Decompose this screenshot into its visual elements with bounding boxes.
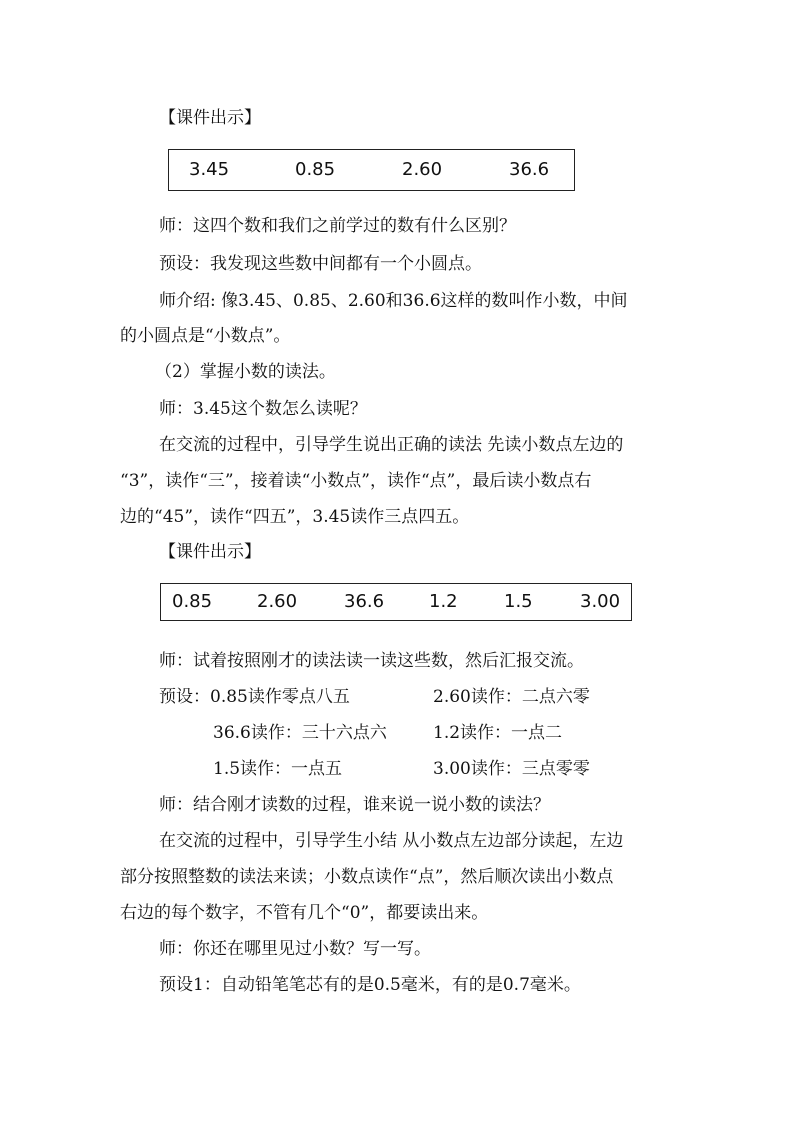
teacher-question: 师：你还在哪里见过小数？写一写。: [159, 939, 431, 959]
guide-line-2: “3”，读作“三”，接着读“小数点”，读作“点”，最后读小数点右: [120, 471, 592, 491]
preset-reading: 2.60读作：二点六零: [433, 687, 590, 707]
preset-reading: 1.2读作：一点二: [433, 723, 563, 743]
guide-line-3: 边的“45”，读作“四五”，3.45读作三点四五。: [120, 507, 470, 527]
teacher-question: 师：结合刚才读数的过程，谁来说一说小数的读法？: [159, 795, 550, 815]
decimal-number: 1.2: [429, 591, 458, 612]
decimal-number: 2.60: [257, 591, 298, 612]
number-box-1: [168, 149, 575, 191]
summary-line-1: 在交流的过程中，引导学生小结 从小数点左边部分读起，左边: [159, 831, 624, 851]
teacher-intro-line-1: 师介绍: 像3.45、0.85、2.60和36.6这样的数叫作小数，中间: [159, 291, 628, 311]
decimal-number: 1.5: [504, 591, 533, 612]
decimal-number: 3.00: [580, 591, 621, 612]
summary-line-2: 部分按照整数的读法来读；小数点读作“点”，然后顺次读出小数点: [120, 867, 614, 887]
preset-reading: 1.5读作：一点五: [213, 759, 343, 779]
decimal-number: 36.6: [509, 159, 550, 180]
teacher-intro-line-2: 的小圆点是“小数点”。: [120, 326, 291, 346]
decimal-number: 36.6: [344, 591, 385, 612]
summary-line-3: 右边的每个数字，不管有几个“0”，都要读出来。: [120, 903, 489, 923]
number-box-2: [160, 583, 632, 621]
decimal-number: 0.85: [172, 591, 213, 612]
preset-reading: 预设：0.85读作零点八五: [159, 687, 350, 707]
decimal-number: 3.45: [189, 159, 230, 180]
teacher-question: 师：3.45这个数怎么读呢？: [159, 399, 367, 419]
teacher-question: 师：试着按照刚才的读法读一读这些数，然后汇报交流。: [159, 651, 584, 671]
preset-reading: 36.6读作：三十六点六: [213, 723, 387, 743]
decimal-number: 0.85: [295, 159, 336, 180]
decimal-number: 2.60: [402, 159, 443, 180]
guide-line-1: 在交流的过程中，引导学生说出正确的读法 先读小数点左边的: [159, 435, 624, 455]
section-heading-1: 【课件出示】: [159, 108, 261, 128]
preset-reading: 3.00读作：三点零零: [433, 759, 590, 779]
preset-answer: 预设：我发现这些数中间都有一个小圆点。: [159, 254, 482, 274]
teacher-question: 师：这四个数和我们之前学过的数有什么区别？: [159, 216, 516, 236]
subsection-title: （2）掌握小数的读法。: [155, 362, 336, 382]
preset-answer: 预设1：自动铅笔笔芯有的是0.5毫米，有的是0.7毫米。: [159, 975, 581, 995]
section-heading-2: 【课件出示】: [159, 542, 261, 562]
